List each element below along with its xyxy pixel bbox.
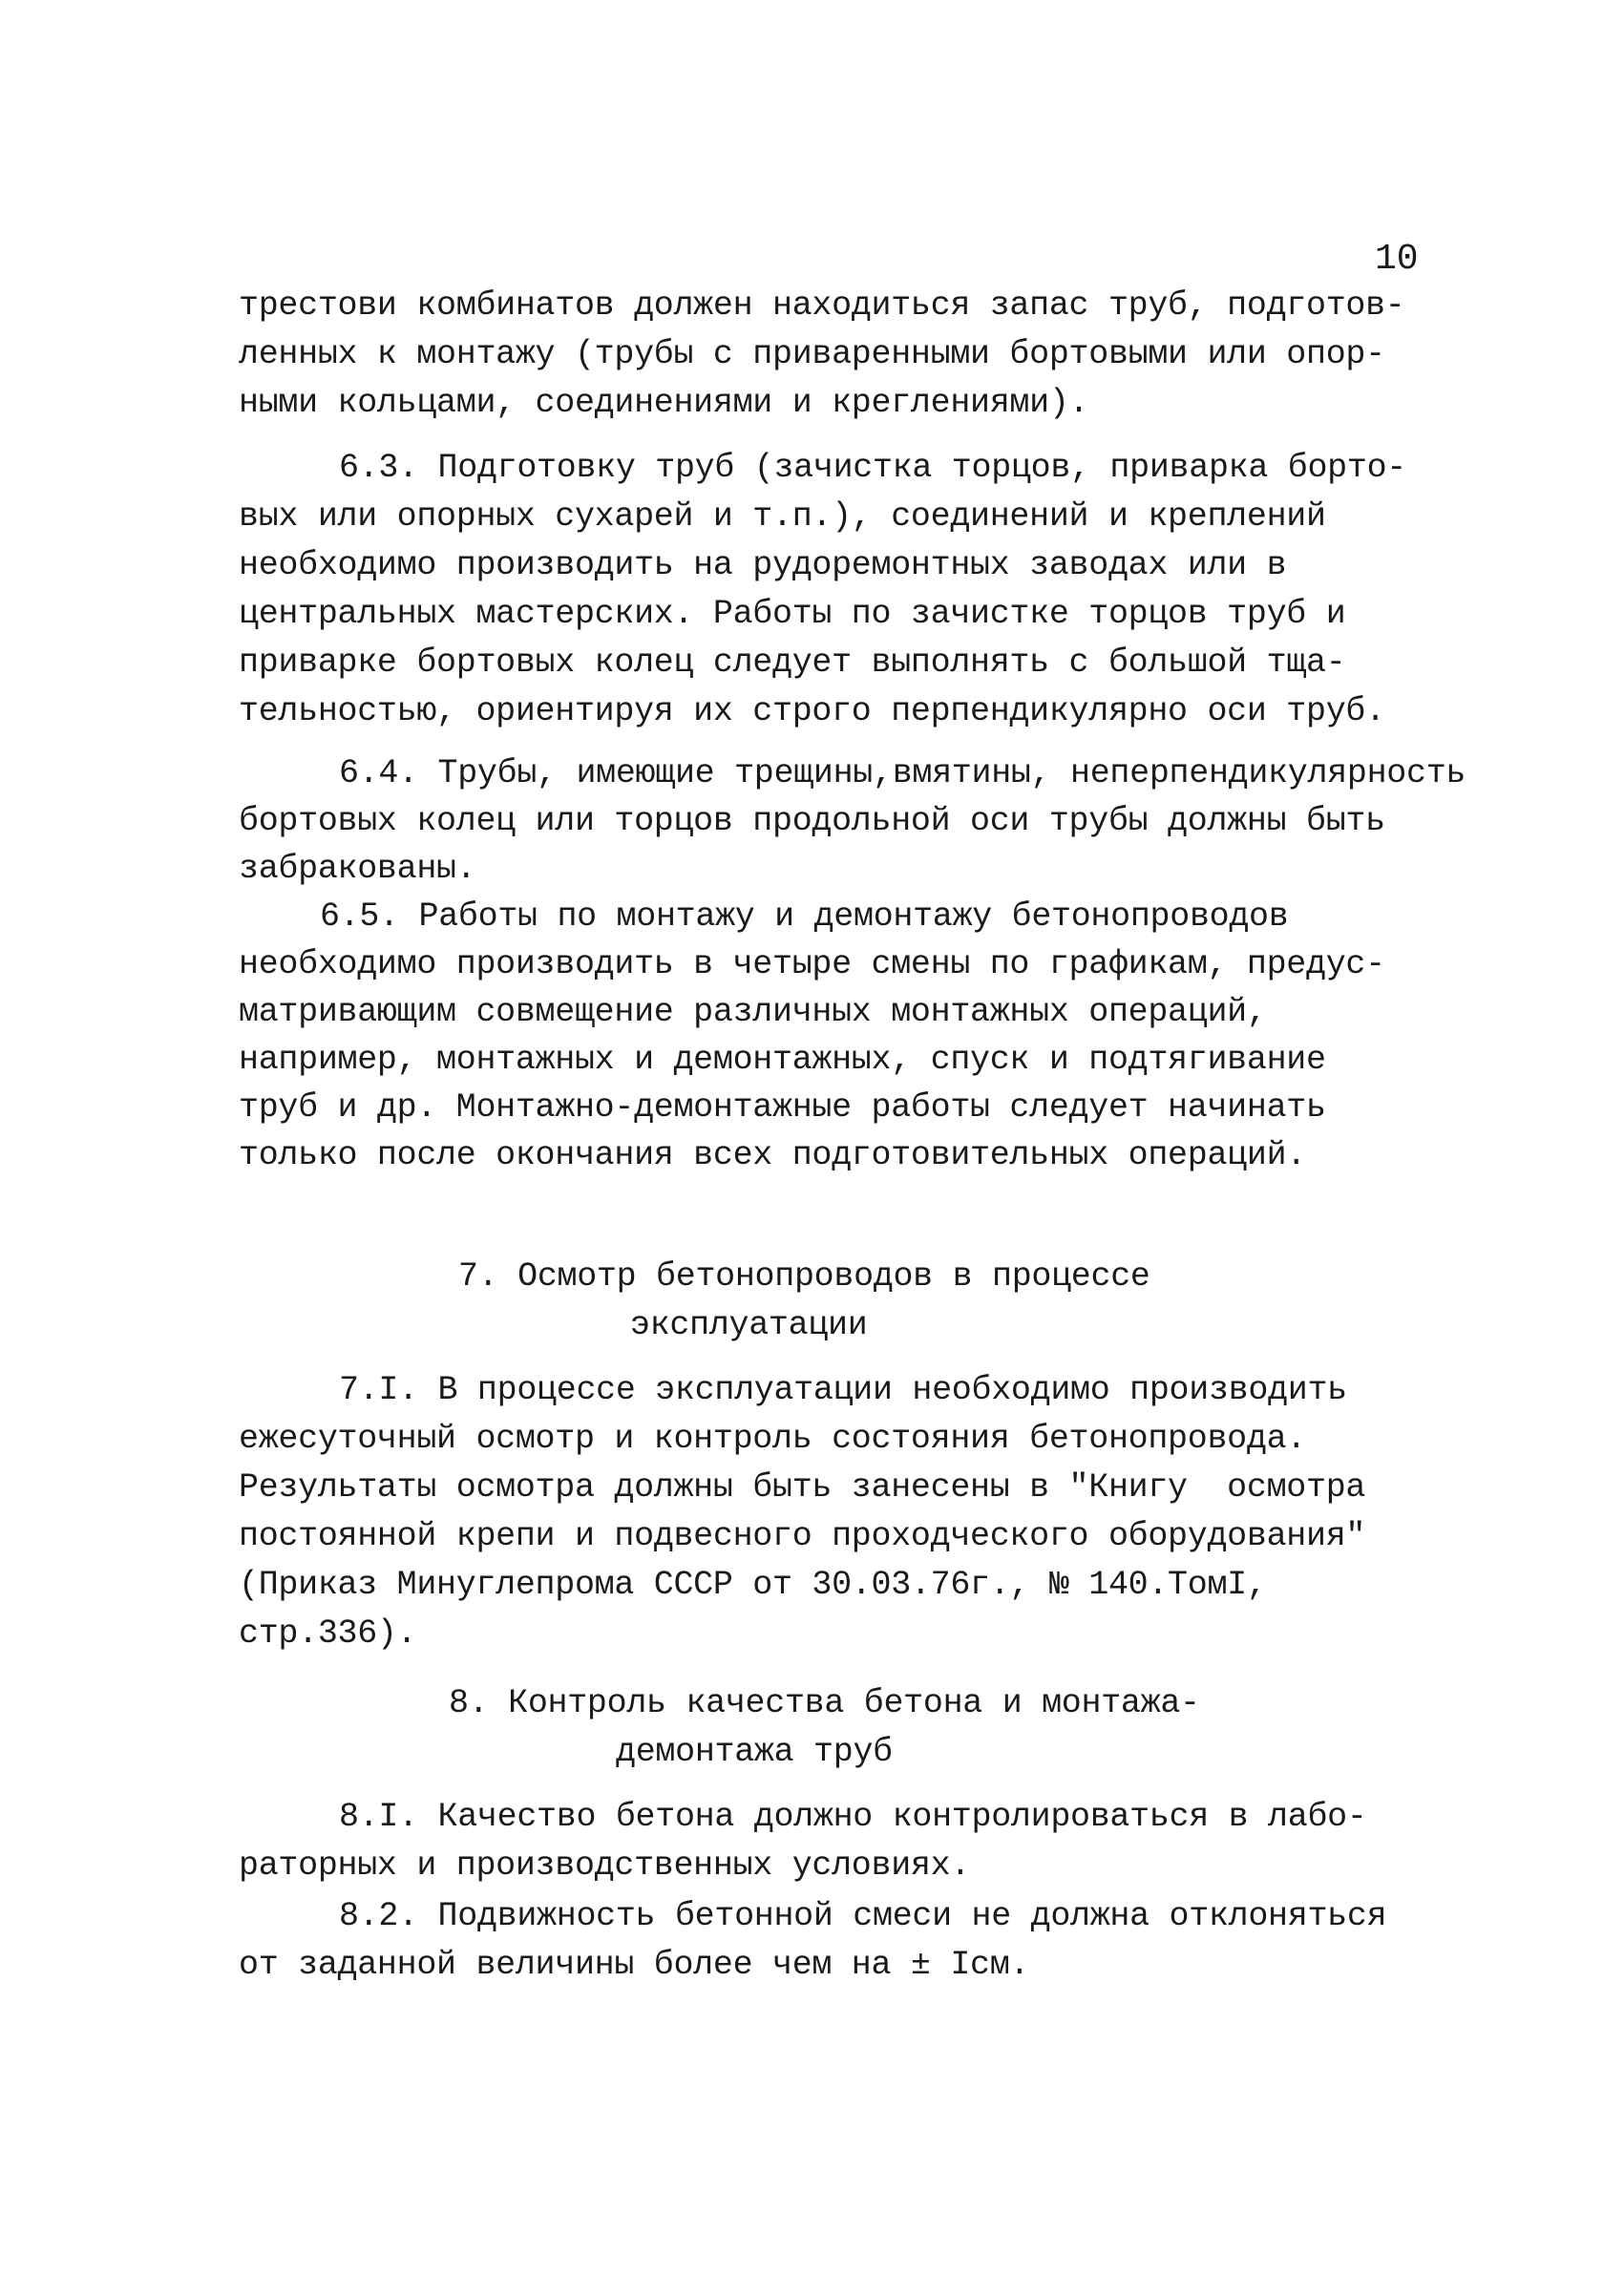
text-line: вых или опорных сухарей и т.п.), соединений и креплений: [239, 497, 1326, 536]
text-line: приварке бортовых колец следует выполнять с большой тща-: [239, 643, 1346, 682]
text-line: бортовых колец или торцов продольной оси трубы должны быть: [239, 802, 1385, 840]
text-line: 8.2. Подвижность бетонной смеси не должна отклоняться: [339, 1897, 1387, 1935]
text-line: ленных к монтажу (трубы с приваренными бортовыми или опор-: [239, 335, 1385, 373]
text-line: 8.I. Качество бетона должно контролироваться в лабо-: [339, 1798, 1367, 1836]
text-line: центральных мастерских. Работы по зачистке торцов труб и: [239, 595, 1346, 633]
text-line: труб и др. Монтажно-демонтажные работы следует начинать: [239, 1088, 1326, 1127]
text-line: раторных и производственных условиях.: [239, 1846, 971, 1885]
text-line: 6.4. Трубы, имеющие трещины,вмятины, неперпендикулярность: [339, 754, 1466, 792]
text-line: стр.336).: [239, 1614, 417, 1653]
text-line: необходимо производить в четыре смены по графикам, предус-: [239, 945, 1385, 983]
section-heading: эксплуатации: [630, 1306, 868, 1344]
text-line: 6.5. Работы по монтажу и демонтажу бетонопроводов: [320, 897, 1289, 936]
text-line: необходимо производить на рудоремонтных заводах или в: [239, 546, 1287, 584]
text-line: постоянной крепи и подвесного проходческого оборудования": [239, 1517, 1366, 1555]
section-heading: 7. Осмотр бетонопроводов в процессе: [458, 1257, 1150, 1296]
text-line: ными кольцами, соединениями и креглениями).: [239, 384, 1089, 422]
text-line: например, монтажных и демонтажных, спуск и подтягивание: [239, 1041, 1326, 1079]
text-line: забракованы.: [239, 850, 476, 888]
text-line: Результаты осмотра должны быть занесены в "Книгу осмотра: [239, 1468, 1366, 1507]
text-line: трестови комбинатов должен находиться запас труб, подготов-: [239, 286, 1405, 325]
section-heading: 8. Контроль качества бетона и монтажа-: [449, 1684, 1200, 1722]
text-line: тельностью, ориентируя их строго перпендикулярно оси труб.: [239, 692, 1385, 730]
text-line: ежесуточный осмотр и контроль состояния бетонопровода.: [239, 1420, 1306, 1458]
text-line: (Приказ Минуглепрома СССР от 30.03.76г., № 140.ТомI,: [239, 1566, 1267, 1604]
text-line: 6.3. Подготовку труб (зачистка торцов, приварка борто-: [339, 449, 1406, 487]
text-line: от заданной величины более чем на ± Iсм.: [239, 1946, 1030, 1984]
text-line: 7.I. В процессе эксплуатации необходимо производить: [339, 1371, 1347, 1409]
text-line: матривающим совмещение различных монтажных операций,: [239, 993, 1267, 1031]
section-heading: демонтажа труб: [616, 1733, 893, 1771]
page-number: 10: [1375, 239, 1419, 280]
text-line: только после окончания всех подготовительных операций.: [239, 1136, 1306, 1174]
